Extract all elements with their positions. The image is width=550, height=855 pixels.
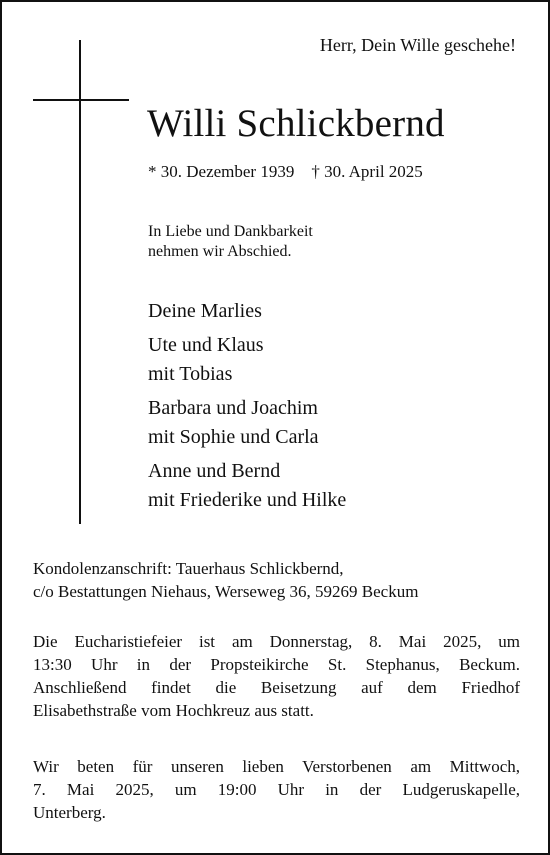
motto: Herr, Dein Wille geschehe! — [319, 35, 516, 55]
cross-vertical-bar — [79, 40, 81, 524]
birth-date: * 30. Dezember 1939 — [148, 162, 295, 181]
family-line: Deine Marlies — [148, 300, 262, 322]
condolence-address — [33, 557, 520, 603]
family-line: Anne und Bernd — [148, 460, 281, 482]
family-line: Ute und Klaus — [148, 334, 264, 356]
service-line: Elisabethstraße vom Hochkreuz aus statt. — [33, 701, 314, 720]
family-group — [148, 297, 508, 326]
prayer-line: Wir beten für unseren lieben Verstorbenen am Mittwoch, — [33, 757, 520, 776]
family-line: mit Sophie und Carla — [148, 426, 319, 448]
family-group — [148, 394, 508, 452]
death-date: † 30. April 2025 — [311, 162, 423, 181]
service-paragraph — [33, 630, 520, 722]
life-dates — [148, 161, 423, 183]
family-group — [148, 331, 508, 389]
family-line: mit Tobias — [148, 363, 233, 385]
prayer-line: Unterberg. — [33, 803, 106, 822]
family-line: Barbara und Joachim — [148, 397, 318, 419]
family-list — [148, 297, 508, 520]
prayer-line: 7. Mai 2025, um 19:00 Uhr in der Ludgeruskapelle, — [33, 780, 520, 799]
service-line: Anschließend findet die Beisetzung auf dem Friedhof — [33, 678, 520, 697]
address-line: c/o Bestattungen Niehaus, Werseweg 36, 59269 Beckum — [33, 582, 419, 601]
service-line: Die Eucharistiefeier ist am Donnerstag, 8. Mai 2025, um — [33, 632, 520, 651]
prayer-paragraph — [33, 755, 520, 824]
intro-line: In Liebe und Dankbarkeit — [148, 223, 313, 240]
deceased-name: Willi Schlickbernd — [147, 102, 445, 145]
service-line: 13:30 Uhr in der Propsteikirche St. Stephanus, Beckum. — [33, 655, 520, 674]
cross-horizontal-bar — [33, 99, 129, 101]
family-group — [148, 457, 508, 515]
address-line: Kondolenzanschrift: Tauerhaus Schlickbernd, — [33, 559, 344, 578]
family-line: mit Friederike und Hilke — [148, 489, 347, 511]
farewell-intro — [148, 222, 478, 262]
intro-line: nehmen wir Abschied. — [148, 243, 292, 260]
